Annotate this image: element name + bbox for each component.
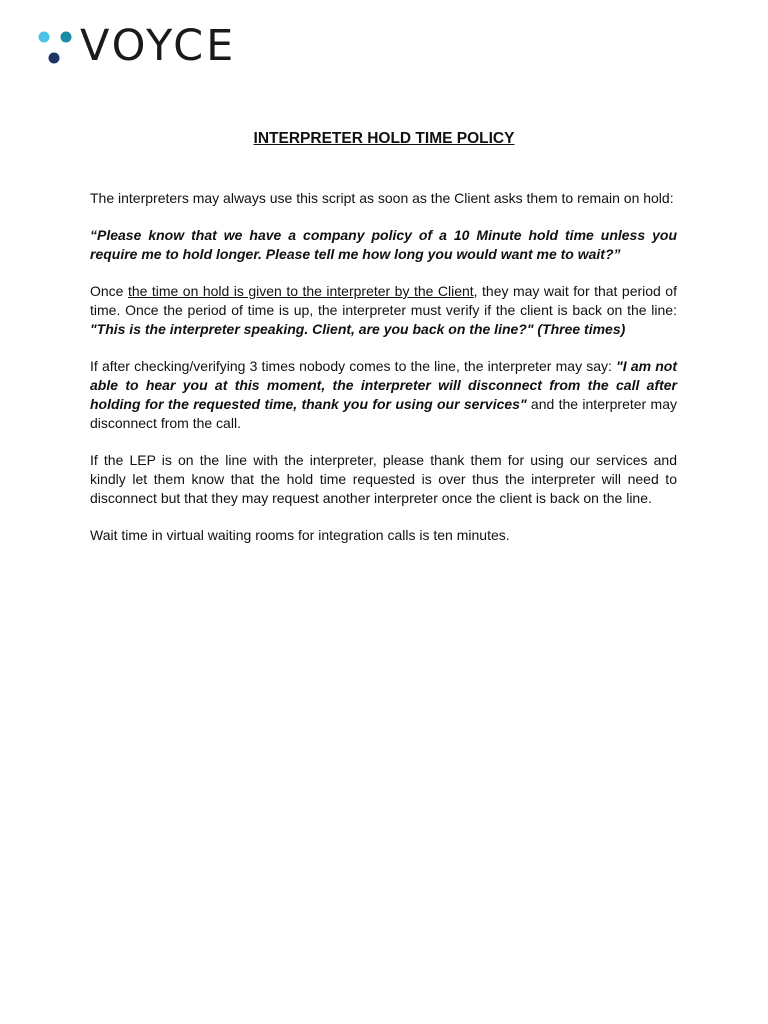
disconnect-paragraph [90, 357, 677, 433]
lep-paragraph: If the LEP is on the line with the interpreter, please thank them for using our services and kindly let them know that the hold time requested is over thus the interpreter will need to disconnect but that they may request another interpreter once the client is back on the line. [90, 452, 677, 506]
wait-time-paragraph: Wait time in virtual waiting rooms for integration calls is ten minutes. [90, 527, 510, 543]
document-body [90, 189, 677, 563]
verify-paragraph [90, 282, 677, 339]
intro-paragraph: The interpreters may always use this script as soon as the Client asks them to remain on hold: [90, 190, 674, 206]
verify-prefix: Once [90, 283, 128, 299]
logo-dots-icon [36, 26, 76, 68]
verify-underlined-text: the time on hold is given to the interpreter by the Client [127, 283, 474, 299]
logo-dot-light [39, 32, 50, 43]
disconnect-suffix: and the interpreter may disconnect from the call. [90, 396, 677, 431]
voyce-logo [36, 21, 266, 71]
logo-dot-dark [49, 53, 60, 64]
verify-middle: , they may wait for that period of time. Once the period of time is up, the interpreter must verify if the client is back on the line: [90, 283, 677, 318]
logo-wordmark: VOYCE [80, 21, 237, 71]
logo-dot-mid [61, 32, 72, 43]
disconnect-quote: "I am not able to hear you at this moment, the interpreter will disconnect from the call after holding for the requested time, thank you for using our services" [90, 358, 677, 412]
verify-quote: "This is the interpreter speaking. Client, are you back on the line?" (Three times) [90, 321, 626, 337]
disconnect-prefix: If after checking/verifying 3 times nobody comes to the line, the interpreter may say: [90, 358, 617, 374]
page-title: INTERPRETER HOLD TIME POLICY [253, 130, 515, 147]
hold-script-quote: “Please know that we have a company policy of a 10 Minute hold time unless you require me to hold longer. Please tell me how long you would want me to wait?” [90, 227, 677, 262]
